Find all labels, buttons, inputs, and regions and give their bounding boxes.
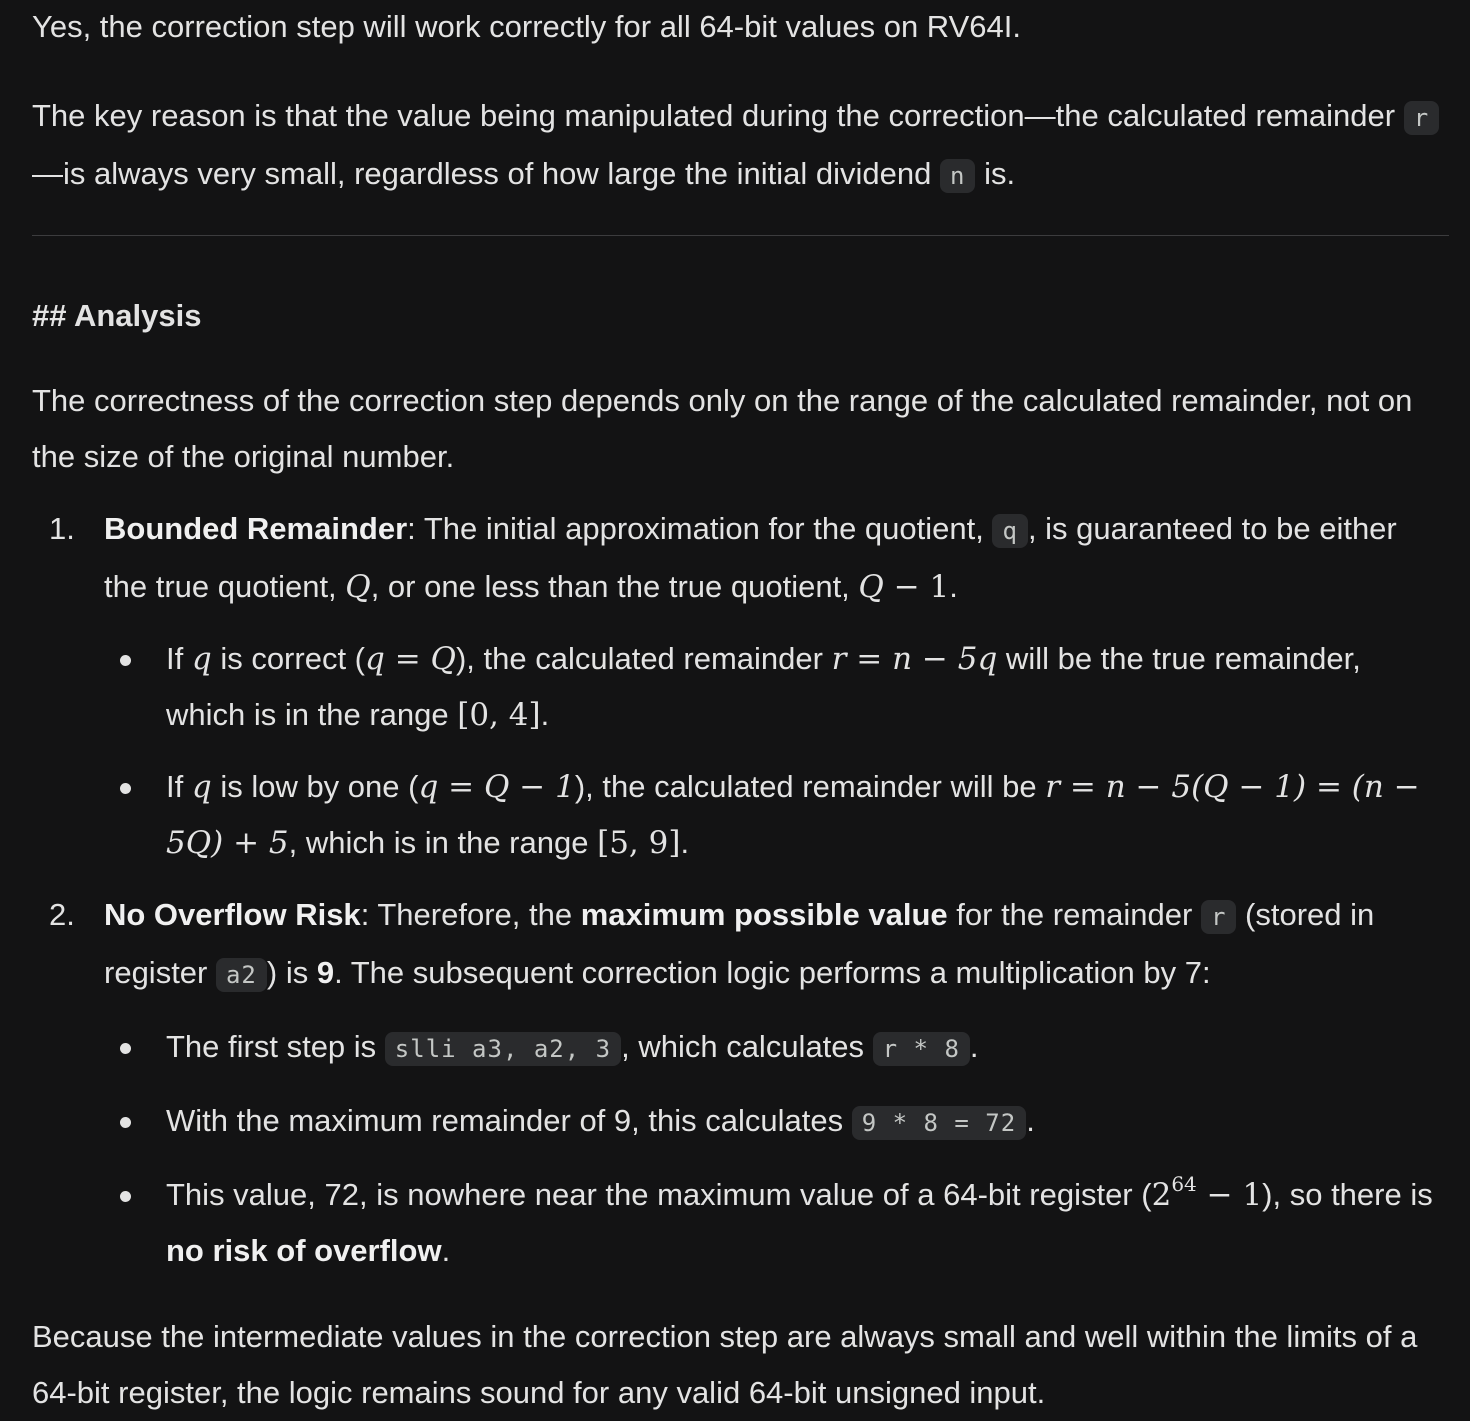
bullet-dot — [120, 783, 131, 794]
bullet-dot — [120, 655, 131, 666]
item-title: Bounded Remainder — [104, 511, 408, 546]
analysis-heading: ## Analysis — [32, 298, 202, 333]
list-item: With the maximum remainder of 9, this calculates 9 * 8 = 72 . — [104, 1093, 1440, 1151]
inline-code-r: r — [1404, 101, 1439, 135]
bold-no-risk: no risk of overflow — [166, 1233, 442, 1268]
bullet-dot — [120, 1191, 131, 1202]
bullet-dot — [120, 1117, 131, 1128]
analysis-paragraph: The correctness of the correction step depends only on the range of the calculated remainder, not on the size of the original number. — [32, 383, 1413, 474]
analysis-list — [32, 501, 1440, 1279]
math-q-eq-Q-minus-1: q = Q − 1 — [418, 769, 575, 805]
bold-max-value: maximum possible value — [580, 897, 948, 932]
inline-code-q: q — [992, 514, 1027, 548]
math-2-pow-64-minus-1: $2^{64} - 1$ — [1151, 1172, 1263, 1213]
list-item-bounded-remainder: 1. Bounded Remainder: The initial approximation for the quotient, q , is guaranteed to be either the true quotient, Q, or one less than the true quotient, Q − 1. If q is correct (q = Q), the calculated remainder r = n − 5q will be the true remainder, which is in the range [0, 4]. If q is low by one (q = Q − 1), the calculated remainder will be r = n − 5(Q − 1) = (n − 5Q) + 5, which is in the range [5, 9]. — [32, 501, 1440, 871]
inline-code-a2: a2 — [216, 958, 267, 992]
conclusion-paragraph: Because the intermediate values in the correction step are always small and well within the limits of a 64-bit register, the logic remains sound for any valid 64-bit unsigned input. — [32, 1319, 1418, 1410]
section-divider — [32, 235, 1449, 236]
math-r-expanded: r = n − 5(Q − 1) = (n − 5Q) + 5 — [166, 769, 1420, 861]
list-number: 2. — [49, 897, 75, 932]
key-text-3: is. — [975, 156, 1016, 191]
key-text-1: The key reason is that the value being manipulated during the correction—the calculated remainder — [32, 98, 1404, 133]
inline-code-slli: slli a3, a2, 3 — [385, 1032, 621, 1066]
math-range-5-9: [5, 9] — [597, 825, 681, 861]
bullet-dot — [120, 1043, 131, 1054]
intro-paragraph: Yes, the correction step will work correctly for all 64-bit values on RV64I. — [32, 9, 1022, 44]
math-q-eq-Q: q = Q — [365, 641, 456, 677]
item-title: No Overflow Risk — [104, 897, 361, 932]
bounded-remainder-bullets — [104, 631, 1440, 871]
key-reason-paragraph — [32, 88, 1440, 204]
inline-code-r: r — [1201, 900, 1236, 934]
bold-nine: 9 — [316, 955, 335, 990]
list-item-no-overflow-risk: 2. No Overflow Risk: Therefore, the maximum possible value for the remainder r (stored in register a2 ) is 9. The subsequent correction logic performs a multiplication by 7: The first step is slli a3, a2, 3 , which calculates r * 8 . With the maximum remainder of 9, this calculates 9 * 8 = 72 . This value, 72, is nowhere near the maximum value of a 64-bit register $(2^{64} - 1)$, so there is no risk of overflow. — [32, 887, 1440, 1279]
math-range-0-4: [0, 4] — [457, 697, 541, 733]
list-item: The first step is slli a3, a2, 3 , which calculates r * 8 . — [104, 1019, 1440, 1077]
math-q: q — [191, 769, 212, 805]
no-overflow-bullets — [104, 1019, 1440, 1279]
key-text-2: —is always very small, regardless of how large the initial dividend — [32, 156, 941, 191]
inline-code-9-times-8: 9 * 8 = 72 — [852, 1106, 1027, 1140]
inline-code-n: n — [940, 159, 975, 193]
inline-code-r-times-8: r * 8 — [873, 1032, 970, 1066]
math-Q-minus-1: Q − 1 — [858, 569, 950, 605]
list-item: This value, 72, is nowhere near the maximum value of a 64-bit register $(2^{64} - 1)$, so there is no risk of overflow. — [104, 1167, 1440, 1279]
list-item: If q is low by one (q = Q − 1), the calculated remainder will be r = n − 5(Q − 1) = (n − 5Q) + 5, which is in the range [5, 9]. — [104, 759, 1440, 871]
list-item: If q is correct (q = Q), the calculated remainder r = n − 5q will be the true remainder, which is in the range [0, 4]. — [104, 631, 1440, 743]
math-q: q — [191, 641, 212, 677]
math-Q: Q — [345, 569, 371, 605]
math-r-formula: r = n − 5q — [831, 641, 998, 677]
list-number: 1. — [49, 511, 75, 546]
